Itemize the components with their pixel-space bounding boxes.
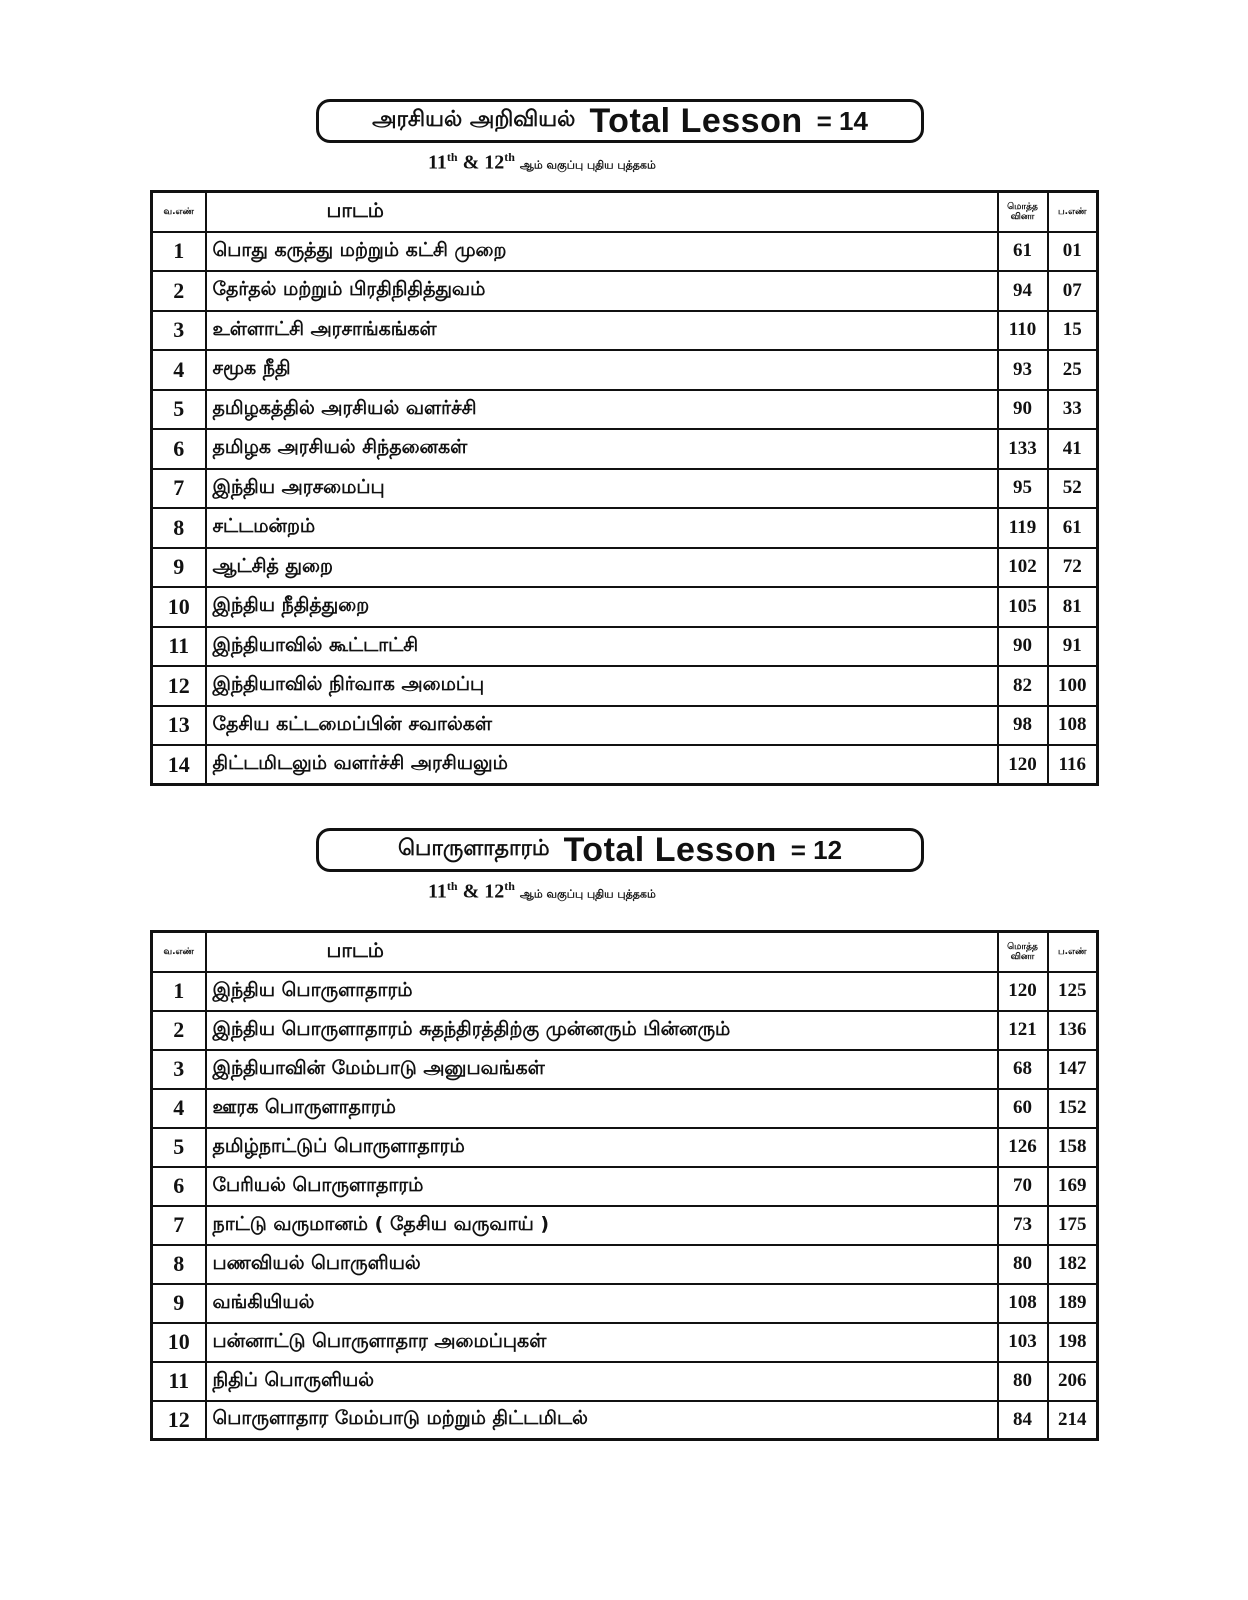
question-count: 90 [998,390,1048,430]
table-row [152,1167,1098,1206]
header-questions: மொத்த வினா [998,932,1048,972]
question-count: 94 [998,271,1048,311]
lesson-name: தமிழகத்தில் அரசியல் வளர்ச்சி [206,390,998,430]
lesson-table-political-science [150,190,1099,786]
lesson-number: 9 [152,1284,206,1323]
section-title-political-science [316,99,924,143]
table-row [152,1323,1098,1362]
page-number: 189 [1048,1284,1098,1323]
page-number: 175 [1048,1206,1098,1245]
lesson-name: இந்திய பொருளாதாரம் [206,972,998,1011]
page-number: 136 [1048,1011,1098,1050]
page-number: 01 [1048,232,1098,272]
question-count: 70 [998,1167,1048,1206]
question-count: 93 [998,350,1048,390]
question-count: 61 [998,232,1048,272]
table-row [152,666,1098,706]
lesson-number: 6 [152,429,206,469]
lesson-number: 5 [152,390,206,430]
page-number: 125 [1048,972,1098,1011]
page-number: 81 [1048,587,1098,627]
lesson-number: 12 [152,666,206,706]
lesson-number: 4 [152,350,206,390]
question-count: 60 [998,1089,1048,1128]
question-count: 68 [998,1050,1048,1089]
lesson-name: தமிழ்நாட்டுப் பொருளாதாரம் [206,1128,998,1167]
lesson-number: 8 [152,1245,206,1284]
question-count: 121 [998,1011,1048,1050]
page-number: 61 [1048,508,1098,548]
lesson-number: 10 [152,587,206,627]
lesson-number: 3 [152,1050,206,1089]
question-count: 120 [998,972,1048,1011]
question-count: 110 [998,311,1048,351]
table-row [152,587,1098,627]
question-count: 80 [998,1245,1048,1284]
page-number: 108 [1048,706,1098,746]
lesson-number: 14 [152,745,206,785]
question-count: 73 [998,1206,1048,1245]
title-count: = 14 [816,105,868,136]
lesson-name: இந்திய பொருளாதாரம் சுதந்திரத்திற்கு முன்னரும் பின்னரும் [206,1011,998,1050]
question-count: 103 [998,1323,1048,1362]
header-serial: வ.எண் [152,932,206,972]
question-count: 84 [998,1401,1048,1440]
question-count: 80 [998,1362,1048,1401]
lesson-name: சமூக நீதி [206,350,998,390]
page-number: 41 [1048,429,1098,469]
question-count: 108 [998,1284,1048,1323]
subtitle: 11th & 12th ஆம் வகுப்பு புதிய புத்தகம் [428,150,656,174]
table-row [152,232,1098,272]
table-header-row [152,192,1098,232]
page-number: 214 [1048,1401,1098,1440]
lesson-name: ஊரக பொருளாதாரம் [206,1089,998,1128]
page-number: 91 [1048,627,1098,667]
question-count: 95 [998,469,1048,509]
lesson-number: 13 [152,706,206,746]
table-row [152,1089,1098,1128]
question-count: 133 [998,429,1048,469]
table-row [152,1245,1098,1284]
lesson-table-economics [150,930,1099,1441]
lesson-name: இந்தியாவில் கூட்டாட்சி [206,627,998,667]
table-row [152,1011,1098,1050]
table-row [152,390,1098,430]
page-number: 169 [1048,1167,1098,1206]
question-count: 105 [998,587,1048,627]
table-row [152,706,1098,746]
title-english: Total Lesson [563,830,777,869]
title-english: Total Lesson [589,101,803,140]
table-row [152,972,1098,1011]
table-row [152,429,1098,469]
lesson-number: 1 [152,972,206,1011]
question-count: 119 [998,508,1048,548]
table-row [152,1401,1098,1440]
page-number: 100 [1048,666,1098,706]
table-row [152,271,1098,311]
page-number: 33 [1048,390,1098,430]
table-row [152,1128,1098,1167]
lesson-number: 1 [152,232,206,272]
lesson-number: 10 [152,1323,206,1362]
section-title-economics [316,828,924,872]
lesson-name: உள்ளாட்சி அரசாங்கங்கள் [206,311,998,351]
lesson-name: பொது கருத்து மற்றும் கட்சி முறை [206,232,998,272]
page-number: 182 [1048,1245,1098,1284]
lesson-number: 6 [152,1167,206,1206]
lesson-name: இந்திய நீதித்துறை [206,587,998,627]
page-number: 72 [1048,548,1098,588]
table-row [152,1050,1098,1089]
lesson-name: இந்தியாவின் மேம்பாடு அனுபவங்கள் [206,1050,998,1089]
header-page: ப.எண் [1048,932,1098,972]
question-count: 126 [998,1128,1048,1167]
table-row [152,469,1098,509]
lesson-name: பேரியல் பொருளாதாரம் [206,1167,998,1206]
table-row [152,311,1098,351]
title-tamil: பொருளாதாரம் [397,836,550,861]
lesson-number: 7 [152,1206,206,1245]
lesson-number: 2 [152,1011,206,1050]
table-row [152,627,1098,667]
header-lesson: பாடம் [206,932,998,972]
lesson-name: சட்டமன்றம் [206,508,998,548]
table-row [152,508,1098,548]
lesson-number: 12 [152,1401,206,1440]
page-number: 15 [1048,311,1098,351]
question-count: 82 [998,666,1048,706]
table-row [152,1284,1098,1323]
lesson-name: பொருளாதார மேம்பாடு மற்றும் திட்டமிடல் [206,1401,998,1440]
table-row [152,350,1098,390]
page-number: 147 [1048,1050,1098,1089]
lesson-name: இந்தியாவில் நிர்வாக அமைப்பு [206,666,998,706]
lesson-number: 2 [152,271,206,311]
page-number: 116 [1048,745,1098,785]
page-number: 206 [1048,1362,1098,1401]
table-header-row [152,932,1098,972]
header-page: ப.எண் [1048,192,1098,232]
lesson-name: தேசிய கட்டமைப்பின் சவால்கள் [206,706,998,746]
page-number: 152 [1048,1089,1098,1128]
title-tamil: அரசியல் அறிவியல் [372,107,576,132]
lesson-name: வங்கியியல் [206,1284,998,1323]
lesson-number: 3 [152,311,206,351]
lesson-number: 11 [152,627,206,667]
lesson-name: பணவியல் பொருளியல் [206,1245,998,1284]
question-count: 90 [998,627,1048,667]
lesson-number: 5 [152,1128,206,1167]
header-lesson: பாடம் [206,192,998,232]
lesson-number: 4 [152,1089,206,1128]
table-row [152,745,1098,785]
lesson-name: நிதிப் பொருளியல் [206,1362,998,1401]
page-number: 198 [1048,1323,1098,1362]
title-count: = 12 [790,834,843,865]
page-number: 07 [1048,271,1098,311]
question-count: 98 [998,706,1048,746]
lesson-name: திட்டமிடலும் வளர்ச்சி அரசியலும் [206,745,998,785]
lesson-name: தமிழக அரசியல் சிந்தனைகள் [206,429,998,469]
lesson-number: 8 [152,508,206,548]
table-row [152,1362,1098,1401]
lesson-number: 7 [152,469,206,509]
header-serial: வ.எண் [152,192,206,232]
lesson-name: தேர்தல் மற்றும் பிரதிநிதித்துவம் [206,271,998,311]
question-count: 120 [998,745,1048,785]
lesson-name: ஆட்சித் துறை [206,548,998,588]
subtitle: 11th & 12th ஆம் வகுப்பு புதிய புத்தகம் [428,879,656,903]
lesson-number: 11 [152,1362,206,1401]
lesson-name: இந்திய அரசமைப்பு [206,469,998,509]
question-count: 102 [998,548,1048,588]
page-number: 52 [1048,469,1098,509]
lesson-name: பன்னாட்டு பொருளாதார அமைப்புகள் [206,1323,998,1362]
page-number: 158 [1048,1128,1098,1167]
table-row [152,548,1098,588]
lesson-name: நாட்டு வருமானம் ( தேசிய வருவாய் ) [206,1206,998,1245]
lesson-number: 9 [152,548,206,588]
table-row [152,1206,1098,1245]
header-questions: மொத்த வினா [998,192,1048,232]
page-number: 25 [1048,350,1098,390]
